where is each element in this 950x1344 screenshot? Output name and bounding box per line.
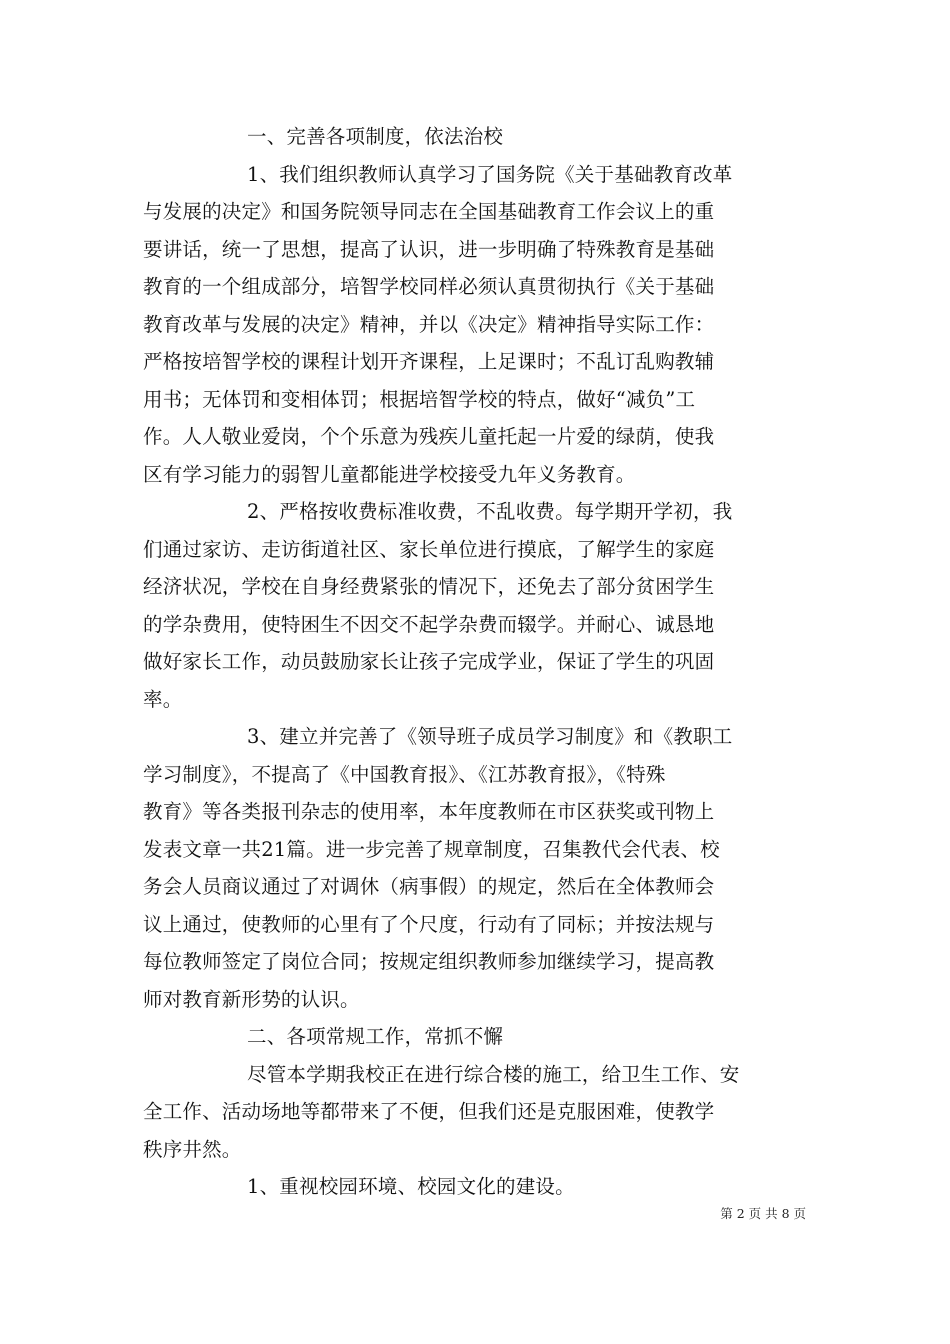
- text-line: 区有学习能力的弱智儿童都能进学校接受九年义务教育。: [143, 462, 636, 486]
- text-line: 秩序井然。: [143, 1137, 242, 1161]
- text-line: 教育的一个组成部分，培智学校同样必须认真贯彻执行《关于基础: [143, 275, 715, 298]
- text-line: 2、严格按收费标准收费，不乱收费。每学期开学初，我: [247, 500, 733, 523]
- text-line: 3、建立并完善了《领导班子成员学习制度》和《教职工: [247, 725, 733, 748]
- text-line: 议上通过，使教师的心里有了个尺度，行动有了同标；并按法规与: [143, 912, 715, 936]
- text-line: 要讲话，统一了思想，提高了认识，进一步明确了特殊教育是基础: [143, 237, 715, 261]
- text-line: 1、我们组织教师认真学习了国务院《关于基础教育改革: [247, 162, 733, 186]
- text-line: 二、各项常规工作，常抓不懈: [247, 1025, 504, 1048]
- text-line: 做好家长工作，动员鼓励家长让孩子完成学业，保证了学生的巩固: [143, 650, 715, 673]
- text-line: 率。: [143, 687, 183, 711]
- text-line: 学习制度》，不提高了《中国教育报》、《江苏教育报》，《特殊: [143, 762, 666, 786]
- text-line: 一、完善各项制度，依法治校: [247, 125, 504, 148]
- text-line: 每位教师签定了岗位合同；按规定组织教师参加继续学习，提高教: [143, 950, 715, 973]
- text-line: 们通过家访、走访街道社区、家长单位进行摸底，了解学生的家庭: [143, 537, 715, 561]
- text-line: 严格按培智学校的课程计划开齐课程，上足课时；不乱订乱购教辅: [143, 350, 715, 373]
- text-line: 务会人员商议通过了对调休（病事假）的规定，然后在全体教师会: [143, 875, 715, 898]
- text-line: 尽管本学期我校正在进行综合楼的施工，给卫生工作、安: [247, 1062, 740, 1086]
- text-line: 师对教育新形势的认识。: [143, 987, 360, 1011]
- text-line: 经济状况，学校在自身经费紧张的情况下，还免去了部分贫困学生: [143, 575, 715, 598]
- document-body: [143, 118, 807, 1206]
- text-line: 全工作、活动场地等都带来了不便，但我们还是克服困难，使教学: [143, 1100, 715, 1123]
- text-line: 用书；无体罚和变相体罚；根据培智学校的特点，做好“减负”工: [143, 387, 696, 411]
- text-line: 教育》等各类报刊杂志的使用率，本年度教师在市区获奖或刊物上: [143, 800, 715, 823]
- page-number: 第 2 页 共 8 页: [720, 1206, 806, 1221]
- text-line: 与发展的决定》和国务院领导同志在全国基础教育工作会议上的重: [143, 200, 715, 223]
- text-line: 教育改革与发展的决定》精神，并以《决定》精神指导实际工作：: [143, 312, 715, 336]
- text-line: 发表文章一共21篇。进一步完善了规章制度，召集教代会代表、校: [143, 837, 720, 861]
- text-line: 作。人人敬业爱岗，个个乐意为残疾儿童托起一片爱的绿荫，使我: [143, 425, 715, 448]
- text-line: 的学杂费用，使特困生不因交不起学杂费而辍学。并耐心、诚恳地: [143, 612, 715, 636]
- text-line: 1、重视校园环境、校园文化的建设。: [247, 1175, 575, 1198]
